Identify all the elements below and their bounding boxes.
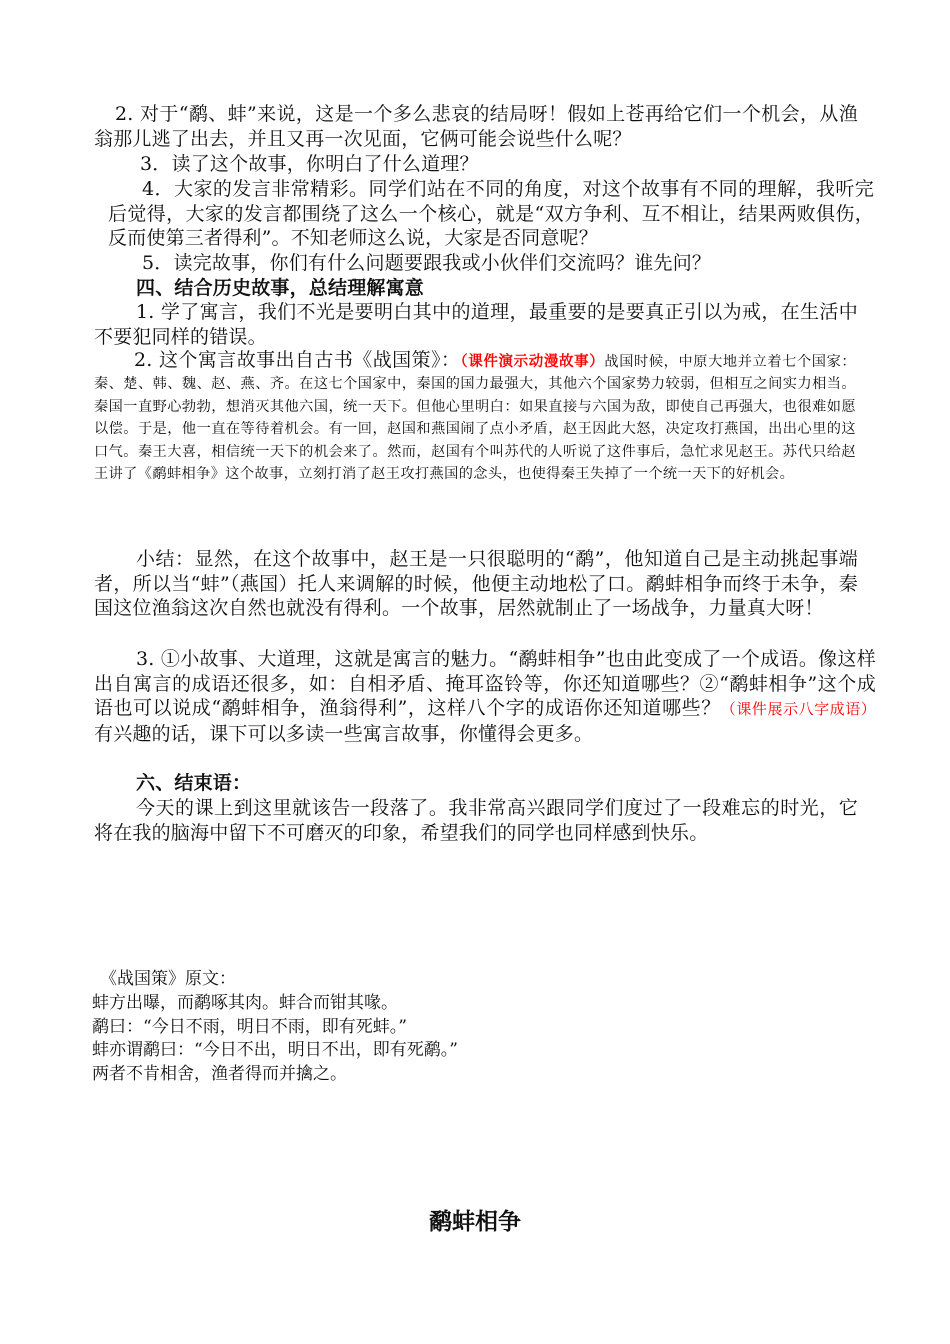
point-2-intro: 2. 这个寓言故事出自古书《战国策》：	[134, 349, 461, 371]
section-4-point-1: 1. 学了寓言，我们不光是要明白其中的道理，最重要的是要真正引以为戒，在生活中不要犯同样的错误。	[94, 301, 858, 348]
question-2: 2. 对于“鹬、蚌”来说，这是一个多么悲哀的结局呀！假如上苍再给它们一个机会，从渔翁那儿逃了出去，并且又再一次见面，它俩可能会说些什么呢？	[94, 103, 858, 150]
question-4: 4．大家的发言非常精彩。同学们站在不同的角度，对这个故事有不同的理解，我听完后觉得，大家的发言都围绕了这么一个核心，就是“双方争利、互不相让，结果两败俱伤，反而使第三者得利”。不知老师这么说，大家是否同意呢？	[108, 178, 874, 250]
question-5: 5．读完故事，你们有什么问题要跟我或小伙伴们交流吗？谁先问？	[142, 252, 712, 274]
section-6-heading: 六、结束语：	[136, 772, 252, 794]
original-line-1: 蚌方出曝，而鹬啄其肉。蚌合而钳其喙。	[92, 992, 398, 1013]
summary-paragraph: 小结：显然，在这个故事中，赵王是一只很聪明的“鹬”，他知道自己是主动挑起事端者，所以当“蚌”（燕国）托人来调解的时候，他便主动地松了口。鹬蚌相争而终于未争，秦国这位渔翁这次自然也就没有得利。一个故事，居然就制止了一场战争，力量真大呀！	[94, 548, 858, 620]
section-4-point-2	[94, 349, 856, 485]
courseware-note-idioms: （课件展示八字成语）	[720, 700, 876, 719]
section-4-point-3	[94, 647, 876, 746]
story-text: 战国时候，中原大地并立着七个国家：秦、楚、韩、魏、赵、燕、齐。在这七个国家中，秦国的国力最强大，其他六个国家势力较弱，但相互之间实力相当。秦国一直野心勃勃，想消灭其他六国，统一天下。但他心里明白：如果直接与六国为敌，即使自己再强大，也很难如愿以偿。于是，他一直在等待着机会。有一回，赵国和燕国闹了点小矛盾，赵王因此大怒，决定攻打燕国，出出心里的这口气。秦王大喜，相信统一天下的机会来了。然而，赵国有个叫苏代的人听说了这件事后，急忙求见赵王。苏代只给赵王讲了《鹬蚌相争》这个故事，立刻打消了赵王攻打燕国的念头，也使得秦王失掉了一个统一天下的好机会。	[94, 354, 857, 483]
original-text-block	[92, 968, 852, 1087]
question-3: 3．读了这个故事，你明白了什么道理？	[140, 153, 479, 175]
original-line-4: 两者不肯相舍，渔者得而并擒之。	[92, 1064, 347, 1085]
page-title: 鹬蚌相争	[429, 1209, 521, 1235]
original-heading: 《战国策》原文：	[100, 969, 236, 989]
closing-paragraph: 今天的课上到这里就该告一段落了。我非常高兴跟同学们度过了一段难忘的时光，它将在我的脑海中留下不可磨灭的印象，希望我们的同学也同样感到快乐。	[94, 797, 858, 844]
point-3-text: 3. ①小故事、大道理，这就是寓言的魅力。“鹬蚌相争”也由此变成了一个成语。像这样出自寓言的成语还很多，如：自相矛盾、掩耳盗铃等，你还知道哪些？②“鹬蚌相争”这个成语也可以说成“鹬蚌相争，渔翁得利”，这样八个字的成语你还知道哪些？	[94, 648, 876, 720]
original-line-2: 鹬曰：“今日不雨，明日不雨，即有死蚌。”	[92, 1016, 407, 1037]
original-line-3: 蚌亦谓鹬曰：“今日不出，明日不出，即有死鹬。”	[92, 1040, 458, 1061]
courseware-note-animation: （课件演示动漫故事）	[460, 353, 605, 370]
section-4-heading: 四、结合历史故事，总结理解寓意	[136, 277, 425, 299]
point-3-text-end: 有兴趣的话，课下可以多读一些寓言故事，你懂得会更多。	[94, 722, 594, 745]
story-paragraph	[94, 349, 856, 485]
